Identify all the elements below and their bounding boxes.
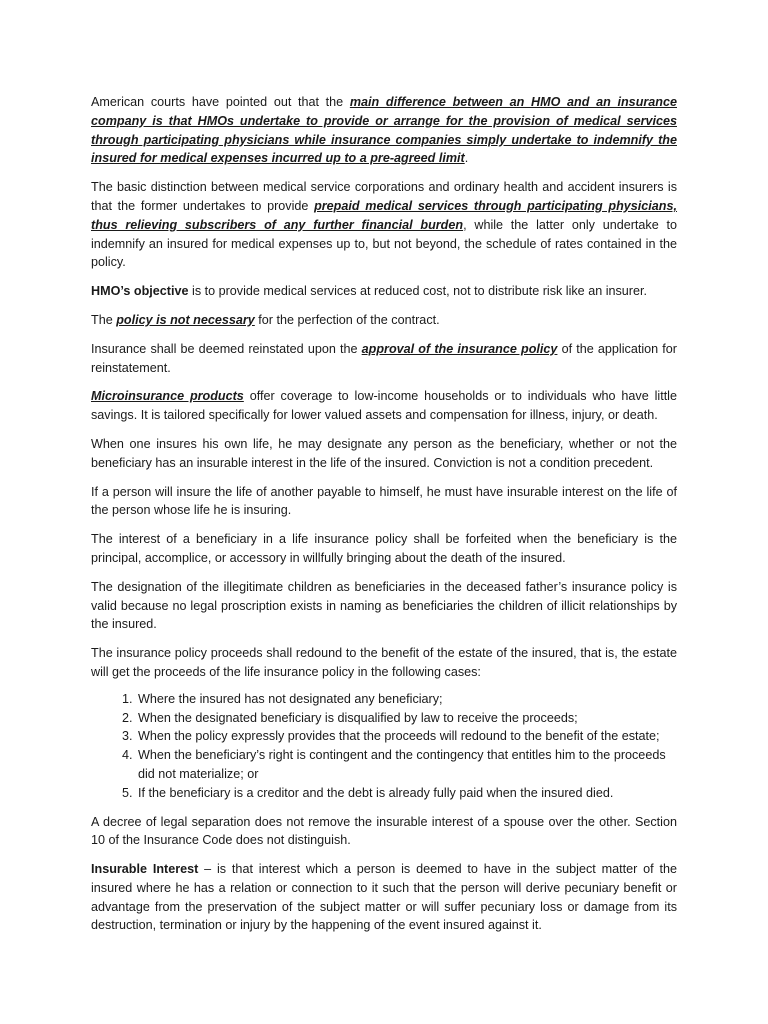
text: offer coverage to low-income households or to individuals who have little savings. It is tailored specifically for lower valued assets and compensation for illness, injury, or death.: [91, 389, 677, 423]
emphasized-text: main difference between an HMO and an insurance company is that HMOs undertake to provide or arrange for the provision of medical services through participating physicians while insurance companies simply undertake to indemnify the insured for medical expenses incurred up to a pre-agreed limit: [91, 95, 677, 166]
list-item: 3. When the policy expressly provides that the proceeds will redound to the benefit of the estate;: [136, 727, 677, 746]
paragraph-estate-proceeds: The insurance policy proceeds shall redound to the benefit of the estate of the insured, that is, the estate will get the proceeds of the life insurance policy in the following cases:: [91, 646, 677, 679]
list-item: 2. When the designated beneficiary is disqualified by law to receive the proceeds;: [136, 709, 677, 728]
list-item: 1. Where the insured has not designated any beneficiary;: [136, 690, 677, 709]
paragraph-microinsurance: [91, 387, 677, 425]
text: American courts have pointed out that the: [91, 95, 350, 109]
bold-term: Insurable Interest: [91, 862, 199, 877]
text: is to provide medical services at reduced cost, not to distribute risk like an insurer.: [188, 284, 647, 299]
text: Insurance shall be deemed reinstated upon the: [91, 341, 362, 356]
paragraph-own-life-beneficiary: When one insures his own life, he may designate any person as the beneficiary, whether or not the beneficiary has an insurable interest in the life of the insured. Conviction is not a condition precedent.: [91, 436, 677, 470]
text: , while the latter only undertake to indemnify an insured for medical expenses up to, but not beyond, the schedule of rates contained in the policy.: [91, 217, 677, 270]
text: .: [464, 151, 469, 166]
paragraph-reinstatement: [91, 340, 677, 378]
paragraph-forfeiture: The interest of a beneficiary in a life insurance policy shall be forfeited when the beneficiary is the principal, accomplice, or accessory in willfully bringing about the death of the insured.: [91, 532, 677, 565]
paragraph-policy-not-necessary: [91, 311, 677, 330]
bold-term: HMO’s objective: [91, 284, 189, 299]
list-item: 4. When the beneficiary’s right is contingent and the contingency that entitles him to the proceeds did not materialize; or: [136, 746, 677, 784]
text: The basic distinction between medical service corporations and ordinary health and accident insurers is that the former undertakes to provide: [91, 180, 677, 213]
text: of the application for reinstatement.: [91, 341, 677, 375]
paragraph-legal-separation: A decree of legal separation does not remove the insurable interest of a spouse over the other. Section 10 of the Insurance Code does not distinguish.: [91, 814, 677, 848]
list-item: 5. If the beneficiary is a creditor and the debt is already fully paid when the insured died.: [136, 784, 677, 803]
paragraph-hmo-objective: [91, 282, 677, 301]
emphasized-text: policy is not necessary: [116, 312, 255, 327]
text: The: [91, 312, 117, 327]
paragraph-insurable-interest: [91, 860, 677, 935]
emphasized-text: approval of the insurance policy: [361, 341, 558, 356]
estate-cases-list: [91, 690, 677, 803]
emphasized-text: Microinsurance products: [91, 389, 244, 404]
emphasized-text: prepaid medical services through participating physicians, thus relieving subscribers of any further financial burden: [91, 198, 677, 232]
paragraph-hmo-difference: [91, 93, 677, 168]
paragraph-basic-distinction: [91, 178, 677, 272]
text: – is that interest which a person is deemed to have in the subject matter of the insured where he has a relation or connection to it such that the person will derive pecuniary benefit or advantage from the preservation of the subject matter or will suffer pecuniary loss or damage from its destruction, termination or injury by the happening of the event insured against it.: [91, 862, 677, 933]
text: for the perfection of the contract.: [254, 312, 440, 327]
paragraph-illegitimate-children: The designation of the illegitimate children as beneficiaries in the deceased father’s insurance policy is valid because no legal proscription exists in naming as beneficiaries the children of illicit relationships by the insured.: [91, 579, 677, 632]
paragraph-life-of-another: If a person will insure the life of another payable to himself, he must have insurable interest on the life of the person whose life he is insuring.: [91, 484, 677, 518]
